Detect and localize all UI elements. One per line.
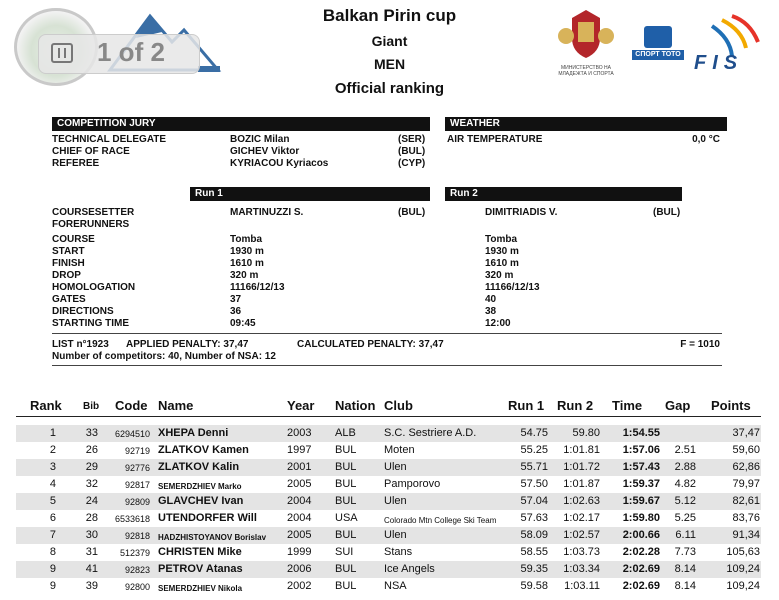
- page-title: Balkan Pirin cup: [322, 6, 457, 25]
- cell-run1: 58.55: [520, 546, 548, 558]
- cell-gap: 2.88: [674, 461, 696, 473]
- run-label: DIRECTIONS: [52, 306, 114, 317]
- cell-time: 2:00.66: [622, 529, 660, 541]
- cell-code: 92817: [124, 480, 150, 490]
- cell-gap: 2.51: [674, 444, 696, 456]
- cell-run1: 57.63: [520, 512, 548, 524]
- run1-value: Tomba: [230, 234, 263, 245]
- jury-nation: (SER): [398, 134, 426, 145]
- cell-bib: 33: [85, 427, 98, 439]
- cell-run2: 1:03.34: [563, 563, 600, 575]
- run2-heading: Run 2: [445, 187, 682, 201]
- cell-nation: USA: [335, 512, 358, 524]
- penalty-rule-bottom: [52, 365, 722, 366]
- jury-name: BOZIC Milan: [230, 134, 290, 145]
- run-label: START: [52, 246, 85, 257]
- table-row: [16, 442, 761, 459]
- cell-run1: 59.58: [520, 580, 548, 592]
- cell-bib: 41: [85, 563, 98, 575]
- run1-value: 09:45: [230, 318, 256, 329]
- cell-time: 2:02.69: [622, 563, 660, 575]
- cell-code: 92776: [124, 463, 150, 473]
- cell-gap: 8.14: [674, 563, 696, 575]
- cell-name: GLAVCHEV Ivan: [158, 495, 244, 507]
- run2-coursesetter: DIMITRIADIS V.: [485, 207, 558, 218]
- cell-gap: 5.25: [674, 512, 696, 524]
- cell-bib: 30: [85, 529, 98, 541]
- cell-code: 92809: [124, 497, 150, 507]
- cell-run1: 54.75: [520, 427, 548, 439]
- cell-code: 92818: [124, 531, 150, 541]
- cell-bib: 24: [85, 495, 98, 507]
- cell-year: 2004: [287, 512, 312, 524]
- run1-value: 37: [230, 294, 242, 305]
- cell-year: 2001: [287, 461, 312, 473]
- cell-bib: 31: [85, 546, 98, 558]
- results-header-rule: [16, 416, 761, 417]
- table-row: [16, 544, 761, 561]
- sport-toto-logo: [632, 26, 684, 62]
- cell-gap: 5.12: [674, 495, 696, 507]
- cell-code: 6533618: [114, 514, 150, 524]
- discipline: Giant: [371, 33, 408, 49]
- list-number: LIST n°1923: [52, 339, 109, 350]
- table-row: [16, 527, 761, 544]
- cell-nation: BUL: [335, 444, 357, 456]
- cell-points: 82,61: [732, 495, 760, 507]
- table-row: [16, 476, 761, 493]
- cell-year: 1997: [287, 444, 312, 456]
- cell-run1: 57.50: [520, 478, 548, 490]
- cell-club: Ulen: [384, 461, 407, 473]
- col-code: Code: [115, 398, 148, 413]
- col-club: Club: [384, 398, 413, 413]
- jury-nation: (BUL): [398, 146, 426, 157]
- cell-time: 1:59.37: [622, 478, 660, 490]
- col-year: Year: [287, 398, 315, 413]
- cell-club: Pamporovo: [384, 478, 441, 490]
- cell-run2: 1:03.11: [564, 580, 600, 592]
- cell-time: 1:57.06: [622, 444, 660, 456]
- run-label: STARTING TIME: [52, 318, 130, 329]
- cell-run2: 1:01.87: [563, 478, 600, 490]
- calculated-penalty: CALCULATED PENALTY: 37,47: [297, 339, 444, 350]
- cell-name: SEMERDZHIEV Marko: [158, 482, 242, 491]
- cell-run2: 1:03.73: [563, 546, 600, 558]
- competitor-count: Number of competitors: 40, Number of NSA: 12: [52, 351, 276, 362]
- cell-run2: 59.80: [572, 427, 600, 439]
- col-bib: Bib: [83, 401, 100, 412]
- cell-name: XHEPA Denni: [158, 427, 229, 439]
- cell-gap: 7.73: [674, 546, 696, 558]
- cell-points: 83,76: [732, 512, 760, 524]
- cell-time: 1:57.43: [622, 461, 660, 473]
- cell-run2: 1:02.17: [563, 512, 600, 524]
- cell-nation: ALB: [335, 427, 356, 439]
- cell-gap: 4.82: [674, 478, 696, 490]
- cell-run1: 55.71: [520, 461, 548, 473]
- cell-run1: 59.35: [520, 563, 548, 575]
- run2-value: Tomba: [485, 234, 518, 245]
- cell-bib: 39: [85, 580, 98, 592]
- table-row: [16, 561, 761, 578]
- cell-rank: 4: [49, 478, 56, 490]
- cell-club: NSA: [384, 580, 407, 592]
- penalty-rule-top: [52, 333, 722, 334]
- f-factor: F = 1010: [680, 339, 720, 350]
- cell-code: 92800: [124, 582, 150, 592]
- applied-penalty: APPLIED PENALTY: 37,47: [126, 339, 249, 350]
- run-label: COURSE: [52, 234, 95, 245]
- cell-run1: 57.04: [520, 495, 548, 507]
- cell-rank: 9: [49, 580, 56, 592]
- cell-code: 92719: [124, 446, 150, 456]
- document-type: Official ranking: [334, 80, 445, 97]
- cell-nation: BUL: [335, 580, 357, 592]
- cell-club: Colorado Mtn College Ski Team: [384, 516, 497, 525]
- col-nation: Nation: [335, 398, 376, 413]
- cell-club: Ice Angels: [384, 563, 435, 575]
- cell-nation: SUI: [335, 546, 354, 558]
- cell-club: Ulen: [384, 495, 407, 507]
- weather-heading: WEATHER: [445, 117, 727, 131]
- run1-heading: Run 1: [190, 187, 430, 201]
- run2-value: 40: [485, 294, 497, 305]
- table-row: [16, 425, 761, 442]
- run-label: DROP: [52, 270, 81, 281]
- jury-name: GICHEV Viktor: [230, 146, 300, 157]
- cell-time: 2:02.69: [622, 580, 660, 592]
- cell-name: ZLATKOV Kamen: [158, 444, 249, 456]
- cell-run2: 1:02.57: [563, 529, 600, 541]
- col-time: Time: [612, 398, 643, 413]
- run-label: FINISH: [52, 258, 85, 269]
- cell-nation: BUL: [335, 495, 357, 507]
- cell-rank: 1: [49, 427, 56, 439]
- cell-bib: 29: [85, 461, 98, 473]
- cell-run2: 1:02.63: [563, 495, 600, 507]
- run1-value: 36: [230, 306, 242, 317]
- coat-of-arms-logo: [556, 8, 616, 78]
- cell-rank: 9: [49, 563, 56, 575]
- run2-value: 38: [485, 306, 497, 317]
- col-gap: Gap: [665, 398, 691, 413]
- table-row: [16, 510, 761, 527]
- cell-bib: 26: [85, 444, 98, 456]
- jury-nation: (CYP): [398, 158, 426, 169]
- run1-value: 11166/12/13: [230, 282, 285, 293]
- cell-year: 2006: [287, 563, 312, 575]
- cell-run2: 1:01.81: [563, 444, 600, 456]
- cell-points: 109,24: [726, 580, 760, 592]
- cell-rank: 5: [49, 495, 56, 507]
- cell-points: 37,47: [732, 427, 760, 439]
- cell-rank: 7: [49, 529, 56, 541]
- run1-value: 320 m: [230, 270, 259, 281]
- run-label: HOMOLOGATION: [52, 282, 136, 293]
- cell-points: 105,63: [726, 546, 760, 558]
- cell-rank: 2: [49, 444, 56, 456]
- cell-club: Stans: [384, 546, 413, 558]
- cell-nation: BUL: [335, 529, 357, 541]
- cell-points: 79,97: [732, 478, 760, 490]
- sport-toto-text: СПОРТ ТОТО: [632, 50, 684, 60]
- run-label: COURSESETTER: [52, 207, 135, 218]
- fis-logo: [692, 12, 764, 78]
- cell-club: Moten: [384, 444, 415, 456]
- table-row: [16, 578, 761, 595]
- cell-year: 2002: [287, 580, 312, 592]
- run1-value: 1610 m: [230, 258, 264, 269]
- run2-coursesetter-nation: (BUL): [653, 207, 681, 218]
- run1-coursesetter-nation: (BUL): [398, 207, 426, 218]
- page-counter-text: 1 of 2: [97, 37, 165, 67]
- category: MEN: [373, 56, 406, 72]
- run2-value: 1610 m: [485, 258, 519, 269]
- cell-year: 2005: [287, 478, 312, 490]
- cell-points: 59,60: [732, 444, 760, 456]
- cell-rank: 8: [49, 546, 56, 558]
- cell-time: 1:54.55: [622, 427, 660, 439]
- cell-name: CHRISTEN Mike: [158, 546, 242, 558]
- run-label: GATES: [52, 294, 86, 305]
- table-row: [16, 493, 761, 510]
- cell-year: 2003: [287, 427, 312, 439]
- cell-name: UTENDORFER Will: [158, 512, 257, 524]
- cell-name: ZLATKOV Kalin: [158, 461, 240, 473]
- cell-name: HADZHISTOYANOV Borislav: [158, 533, 267, 542]
- cell-club: S.C. Sestriere A.D.: [384, 427, 477, 439]
- cell-name: PETROV Atanas: [158, 563, 243, 575]
- cell-gap: 8.14: [674, 580, 696, 592]
- run1-coursesetter: MARTINUZZI S.: [230, 207, 304, 218]
- weather-label: AIR TEMPERATURE: [447, 134, 543, 145]
- cell-code: 6294510: [114, 429, 150, 439]
- cell-nation: BUL: [335, 478, 357, 490]
- cell-code: 512379: [119, 548, 150, 558]
- cell-gap: 6.11: [675, 529, 696, 541]
- cell-run1: 58.09: [520, 529, 548, 541]
- col-points: Points: [711, 398, 751, 413]
- cell-year: 1999: [287, 546, 312, 558]
- cell-run1: 55.25: [520, 444, 548, 456]
- jury-role: TECHNICAL DELEGATE: [52, 134, 167, 145]
- cell-rank: 3: [49, 461, 56, 473]
- run-label: FORERUNNERS: [52, 219, 130, 230]
- col-run2: Run 2: [557, 398, 594, 413]
- run1-value: 1930 m: [230, 246, 264, 257]
- fis-text: FIS: [694, 52, 744, 74]
- run2-value: 320 m: [485, 270, 514, 281]
- jury-name: KYRIACOU Kyriacos: [230, 158, 329, 169]
- cell-club: Ulen: [384, 529, 407, 541]
- cell-nation: BUL: [335, 461, 357, 473]
- cell-points: 62,86: [732, 461, 760, 473]
- cell-bib: 28: [85, 512, 98, 524]
- cell-rank: 6: [49, 512, 56, 524]
- cell-name: SEMERDZHIEV Nikola: [158, 584, 243, 593]
- jury-role: CHIEF OF RACE: [52, 146, 130, 157]
- cell-year: 2004: [287, 495, 312, 507]
- run2-value: 1930 m: [485, 246, 519, 257]
- cell-bib: 32: [85, 478, 98, 490]
- cell-time: 2:02.28: [622, 546, 660, 558]
- cell-time: 1:59.67: [622, 495, 660, 507]
- table-row: [16, 459, 761, 476]
- cell-year: 2005: [287, 529, 312, 541]
- cell-nation: BUL: [335, 563, 357, 575]
- cell-code: 92823: [124, 565, 150, 575]
- jury-heading: COMPETITION JURY: [52, 117, 430, 131]
- cell-time: 1:59.80: [622, 512, 660, 524]
- weather-value: 0,0 °C: [692, 134, 720, 145]
- run2-value: 11166/12/13: [485, 282, 540, 293]
- cell-run2: 1:01.72: [563, 461, 600, 473]
- cell-points: 91,34: [732, 529, 760, 541]
- col-run1: Run 1: [508, 398, 545, 413]
- ministry-text: МИНИСТЕРСТВО НА МЛАДЕЖТА И СПОРТА: [558, 65, 614, 77]
- col-name: Name: [158, 398, 194, 413]
- jury-role: REFEREE: [52, 158, 100, 169]
- sport-toto-emblem: [644, 26, 672, 48]
- cell-points: 109,24: [726, 563, 760, 575]
- run2-value: 12:00: [485, 318, 511, 329]
- col-rank: Rank: [30, 398, 62, 413]
